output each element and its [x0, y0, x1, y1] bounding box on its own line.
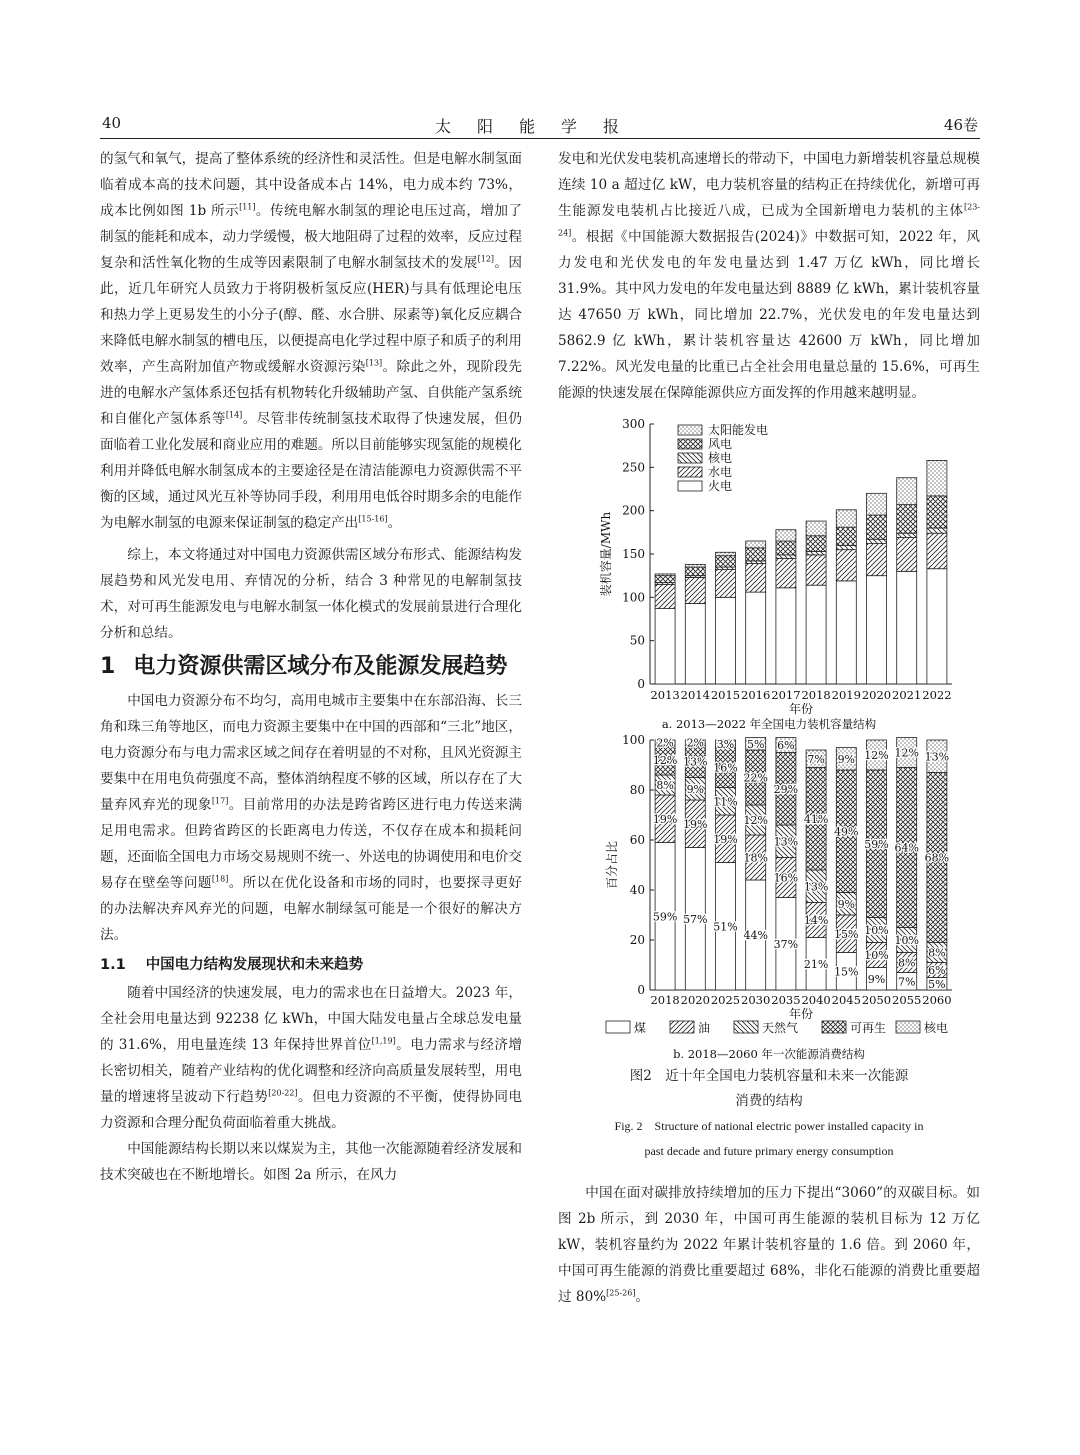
x-tick-label: 2060 [922, 993, 952, 1007]
y-tick-label: 0 [637, 983, 645, 997]
data-label: 19% [683, 817, 708, 831]
paragraph: 中国能源结构长期以来以煤炭为主，其他一次能源随着经济发展和技术突破也在不断地增长。如图 2a 所示，在风力 [100, 1141, 522, 1183]
legend-swatch [678, 467, 702, 477]
left-column [100, 146, 522, 1188]
bar-segment [716, 556, 736, 567]
x-axis-label: 年份 [788, 702, 814, 716]
data-label: 59% [652, 910, 678, 924]
data-label: 10% [864, 924, 889, 937]
right-column [558, 146, 980, 1310]
data-label: 10% [894, 934, 919, 947]
x-tick-label: 2020 [861, 688, 892, 702]
y-axis-label: 百分占比 [605, 840, 619, 890]
legend-swatch [678, 425, 702, 435]
bar-segment [927, 533, 947, 569]
data-label: 2% [686, 736, 705, 750]
volume-label: 46卷 [943, 116, 978, 134]
bar-segment [746, 548, 766, 561]
data-label: 14% [803, 914, 829, 927]
data-label: 8% [656, 779, 674, 792]
citation[interactable]: [17] [211, 796, 229, 806]
bar-segment [806, 555, 826, 585]
y-tick-label: 150 [622, 547, 645, 561]
bar-segment [655, 609, 675, 684]
bar-segment [867, 539, 887, 543]
paragraph: 发电和光伏发电装机高速增长的带动下，中国电力新增装机容量总规模连续 10 a 超过亿 kW，电力装机容量的结构正在持续优化，新增可再生能源发电装机占比接近八成，已成为全国新增电力装机的主体[23-24]。根据《中国能源大数据报告(2024)》中数据可知，2022 年，风力发电和光伏发电的年发电量达到 1.47 万亿 kWh，同比增长 31.9%。其中风力发电的年发电量达到 8889 亿 kWh，累计装机容量达 47650 万 kWh，同比增加 22.7%，光伏发电的年发电量达到 5862.9 亿 kWh，累计装机容量达 42600 万 kWh，同比增加 7.22%。风光发电量的比重已占全社会用电量总量的 15.6%，可再生能源的快速发展在保障能源供应方面发挥的作用越来越明显。 [558, 151, 980, 401]
bar-segment [655, 576, 675, 583]
x-tick-label: 2025 [710, 993, 741, 1007]
figure-caption-cn: 图2 近十年全国电力装机容量和未来一次能源 消费的结构 [629, 1068, 909, 1109]
x-tick-label: 2055 [892, 993, 922, 1007]
data-label: 57% [683, 912, 708, 926]
data-label: 6% [777, 739, 795, 752]
bar-segment [776, 558, 796, 587]
citation[interactable]: [18] [211, 874, 229, 884]
citation[interactable]: [23-24] [558, 202, 980, 238]
bar-segment [685, 577, 705, 603]
bar-segment [927, 496, 947, 528]
bar-segment [776, 555, 796, 558]
legend-swatch [678, 481, 702, 491]
citation[interactable]: [25-26] [606, 1288, 636, 1298]
data-label: 13% [924, 750, 950, 764]
bar-segment [836, 545, 856, 549]
x-tick-label: 2016 [741, 688, 771, 702]
legend-swatch [670, 1021, 694, 1033]
bar-segment [655, 584, 675, 608]
bar-segment [655, 574, 675, 576]
x-tick-label: 2020 [680, 993, 710, 1007]
bar-segment [897, 505, 917, 534]
bar-segment [836, 527, 856, 545]
y-tick-label: 250 [622, 460, 645, 475]
page-header [100, 112, 980, 139]
section-heading: 1 电力资源供需区域分布及能源发展趋势 [100, 654, 508, 679]
bar-segment [716, 597, 736, 684]
data-label: 41% [803, 812, 829, 826]
bar-segment [716, 570, 736, 598]
y-tick-label: 100 [622, 590, 645, 605]
legend-label: 油 [698, 1021, 711, 1035]
bar-segment [897, 538, 917, 572]
data-label: 16% [773, 871, 799, 885]
legend-label: 太阳能发电 [708, 423, 769, 437]
bar-segment [776, 588, 796, 684]
data-label: 29% [773, 782, 799, 796]
bar-segment [867, 544, 887, 576]
x-tick-label: 2017 [771, 688, 801, 702]
bar-segment [897, 533, 917, 537]
bar-segment [867, 576, 887, 684]
data-label: 19% [713, 832, 738, 846]
y-tick-label: 0 [637, 677, 645, 691]
bar-segment [776, 530, 796, 541]
x-tick-label: 2021 [892, 688, 922, 702]
bar-segment [897, 478, 917, 505]
data-label: 9% [837, 752, 856, 766]
x-tick-label: 2040 [801, 993, 831, 1007]
journal-title: 太阳能学报 [434, 117, 645, 136]
data-label: 8% [897, 956, 916, 970]
bar-segment [685, 567, 705, 576]
y-tick-label: 200 [622, 503, 645, 518]
x-tick-label: 2050 [861, 993, 892, 1007]
y-tick-label: 50 [629, 633, 645, 648]
figure-caption-en: Fig. 2 Structure of national electric power installed capacity in past decade and future primary energy consumption [614, 1119, 924, 1158]
data-label: 13% [683, 755, 708, 769]
citation[interactable]: [14] [225, 410, 243, 420]
data-label: 5% [928, 977, 946, 991]
data-label: 51% [713, 920, 738, 934]
data-label: 15% [834, 927, 859, 941]
legend-label: 核电 [924, 1021, 949, 1035]
chart-subtitle: b. 2018—2060 年一次能源消费结构 [673, 1047, 865, 1061]
data-label: 11% [713, 795, 738, 809]
bar-segment [685, 603, 705, 684]
legend-label: 水电 [708, 465, 733, 479]
data-label: 10% [864, 949, 889, 962]
legend-swatch [678, 439, 702, 449]
y-tick-label: 20 [629, 933, 645, 947]
bar-segment [927, 569, 947, 684]
citation[interactable]: [12] [477, 254, 495, 264]
data-label: 2% [656, 736, 674, 750]
legend-label: 风电 [708, 437, 733, 451]
legend-swatch [606, 1021, 630, 1033]
data-label: 9% [686, 782, 705, 796]
data-label: 59% [864, 837, 889, 851]
data-label: 19% [652, 812, 678, 826]
bar-segment [716, 552, 736, 555]
data-label: 21% [803, 957, 829, 971]
legend-label: 可再生 [850, 1021, 887, 1035]
data-label: 68% [924, 851, 950, 865]
data-label: 37% [773, 937, 799, 951]
paragraph: 的氢气和氧气，提高了整体系统的经济性和灵活性。但是电解水制氢面临着成本高的技术问题，其中设备成本占 14%，电力成本约 73%，成本比例如图 1b 所示[11]。传统电解水制氢的理论电压过高，增加了制氢的能耗和成本，动力学缓慢，极大地阻碍了过程的效率，反应过程复杂和活性氧化物的生成等因素限制了电解水制氢技术的发展[12]。因此，近几年研究人员致力于将阴极析氢反应(HER)与具有低理论电压和热力学上更易发生的小分子(醇、醛、水合肼、尿素等)氧化反应耦合来降低电解水制氢的槽电压，以便提高电化学过程中原子和质子的利用效率，产生高附加值产物或缓解水资源污染[13]。除此之外，现阶段先进的电解水产氢体系还包括有机物转化升级辅助产氢、自供能产氢系统和自催化产氢体系等[14]。尽管非传统制氢技术取得了快速发展，但仍面临着工业化发展和商业应用的难题。所以目前能够实现氢能的规模化利用并降低电解水制氢成本的主要途径是在清洁能源电力资源供需不平衡的区域，通过风光互补等协同手段，利用用电低谷时期多余的电能作为电解水制氢的电源来保证制氢的稳定产出[15-16]。 [100, 151, 523, 531]
legend-label: 煤 [634, 1021, 647, 1035]
x-tick-label: 2030 [741, 993, 771, 1007]
bar-segment [776, 541, 796, 555]
bar-segment [836, 581, 856, 684]
bar-segment [867, 493, 887, 515]
bar-segment [836, 510, 856, 527]
data-label: 13% [803, 880, 829, 894]
y-tick-label: 40 [629, 883, 645, 897]
y-tick-label: 300 [622, 417, 645, 431]
data-label: 64% [894, 841, 919, 855]
bar-segment [927, 528, 947, 533]
bar-segment [746, 541, 766, 548]
legend-swatch [734, 1021, 758, 1033]
x-tick-label: 2019 [831, 688, 861, 702]
chart-energy-consumption [558, 732, 980, 1064]
data-label: 12% [864, 749, 889, 762]
x-tick-label: 2035 [771, 993, 801, 1007]
bar-segment [867, 515, 887, 539]
data-label: 18% [743, 851, 768, 865]
paragraph: 中国在面对碳排放持续增加的压力下提出“3060”的双碳目标。如图 2b 所示，到 2030 年，中国可再生能源的装机目标为 12 万亿 kW，装机容量约为 2022 年累计装机容量的 1.6 倍。到 2060 年，中国可再生能源的消费比重要超过 68%，非化石能源的消费比重要超过 80%[25-26]。 [558, 1185, 980, 1305]
legend-swatch [678, 453, 702, 463]
y-tick-label: 100 [622, 733, 645, 747]
data-label: 16% [713, 761, 738, 775]
data-label: 9% [837, 897, 856, 911]
x-axis-label: 年份 [788, 1007, 814, 1021]
y-tick-label: 80 [629, 783, 645, 797]
x-tick-label: 2045 [831, 993, 861, 1007]
citation[interactable]: [15-16] [358, 514, 388, 524]
legend-swatch [896, 1021, 920, 1033]
x-tick-label: 2014 [680, 688, 710, 702]
data-label: 5% [746, 737, 765, 751]
x-tick-label: 2018 [801, 688, 831, 702]
x-tick-label: 2013 [650, 688, 680, 702]
citation[interactable]: [1,19] [371, 1036, 396, 1046]
legend-label: 火电 [708, 479, 733, 493]
data-label: 3% [716, 737, 735, 751]
data-label: 7% [897, 975, 916, 989]
data-label: 7% [807, 752, 825, 766]
bar-segment [927, 460, 947, 496]
paragraph: 随着中国经济的快速发展，电力的需求也在日益增大。2023 年，全社会用电量达到 92238 亿 kWh，中国大陆发电量占全球总发电量的 31.6%，用电量连续 13 年保持世界首位[1,19]。电力需求与经济增长密切相关，随着产业结构的优化调整和经济向高质量发展转型，用电量的增速将呈波动下行趋势[20-22]。但电力资源的不平衡，使得协同电力资源和合理分配负荷面临着重大挑战。 [100, 985, 523, 1131]
x-tick-label: 2015 [710, 688, 741, 702]
data-label: 22% [743, 771, 768, 785]
data-label: 15% [834, 965, 859, 979]
citation[interactable]: [11] [239, 202, 256, 212]
y-tick-label: 60 [629, 833, 645, 847]
data-label: 8% [928, 946, 946, 960]
legend-label: 天然气 [762, 1021, 799, 1035]
citation[interactable]: [13] [365, 358, 383, 368]
legend-swatch [822, 1021, 846, 1033]
bar-segment [806, 551, 826, 554]
data-label: 49% [834, 825, 859, 839]
chart-installed-capacity [558, 414, 980, 732]
data-label: 12% [894, 746, 919, 760]
bar-segment [806, 585, 826, 684]
bar-segment [806, 521, 826, 536]
bar-segment [806, 536, 826, 552]
subsection-heading: 1.1 中国电力结构发展现状和未来趋势 [100, 957, 364, 973]
bar-segment [746, 564, 766, 593]
data-label: 13% [773, 835, 799, 849]
bar-segment [897, 571, 917, 684]
data-label: 44% [743, 929, 768, 942]
data-label: 12% [743, 814, 768, 827]
y-axis-label: 装机容量/MWh [599, 511, 613, 597]
bar-segment [685, 564, 705, 567]
data-label: 6% [928, 964, 946, 977]
x-tick-label: 2018 [650, 993, 680, 1007]
data-label: 9% [867, 972, 886, 986]
page-number: 40 [102, 114, 122, 132]
chart-subtitle: a. 2013—2022 年全国电力装机容量结构 [661, 717, 877, 731]
bar-segment [836, 550, 856, 581]
data-label: 12% [652, 754, 678, 767]
x-tick-label: 2022 [922, 688, 952, 702]
bar-segment [746, 592, 766, 684]
paragraph: 中国电力资源分布不均匀，高用电城市主要集中在东部沿海、长三角和珠三角等地区，而电力资源主要集中在中国的西部和“三北”地区，电力资源分布与电力需求区域之间存在着明显的不对称，且风光资源主要集中在用电负荷强度不高，整体消纳程度不够的区域，所以存在了大量弃风弃光的现象[17]。目前常用的办法是跨省跨区进行电力传送来满足用电需求。但跨省跨区的长距离电力传送，不仅存在成本和损耗问题，还面临全国电力市场交易规则不统一、外送电的协调使用和电价交易存在壁垒等问题[18]。所以在优化设备和市场的同时，也要探寻更好的办法解决弃风弃光的问题，电解水制绿氢可能是一个很好的解决方法。 [100, 693, 523, 943]
legend-label: 核电 [708, 451, 733, 465]
paragraph: 综上，本文将通过对中国电力资源供需区域分布形式、能源结构发展趋势和风光发电用、弃情况的分析，结合 3 种常见的电解制氢技术，对可再生能源发电与电解水制氢一体化模式的发展前景进行合理化分析和总结。 [100, 547, 522, 641]
citation[interactable]: [20-22] [268, 1088, 298, 1098]
